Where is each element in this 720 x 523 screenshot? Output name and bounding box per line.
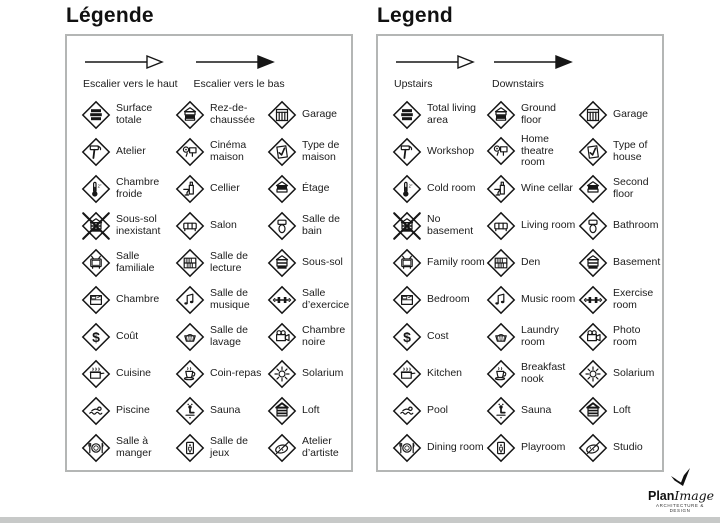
family-room-icon xyxy=(81,248,111,278)
legend-item-label: Type de maison xyxy=(302,138,340,163)
wine-cellar-icon xyxy=(486,174,516,204)
legend-item-label: Playroom xyxy=(521,440,566,453)
panel-title-english: Legend xyxy=(377,4,453,27)
svg-text:2°: 2° xyxy=(408,183,413,189)
legend-item-breakfast-nook xyxy=(175,359,267,389)
cold-room-icon xyxy=(81,174,111,204)
legend-item-house-type xyxy=(578,137,657,167)
legend-item-label: Dining room xyxy=(427,440,484,453)
legend-item-label: Salle de musique xyxy=(210,286,250,311)
svg-text:2°: 2° xyxy=(97,183,102,189)
total-area-icon xyxy=(81,100,111,130)
legend-item-label: Cost xyxy=(427,329,449,342)
legend-item-label: Salle d’exercice xyxy=(302,286,350,311)
svg-text:$: $ xyxy=(403,328,411,345)
cost-icon xyxy=(392,322,422,352)
second-floor-icon xyxy=(578,174,608,204)
legend-item-family-room xyxy=(81,248,175,278)
legend-item-bathroom xyxy=(578,211,657,241)
legend-item-label: Wine cellar xyxy=(521,181,573,194)
pool-icon xyxy=(392,396,422,426)
wine-cellar-icon xyxy=(175,174,205,204)
legend-item-label: Salle de jeux xyxy=(210,434,248,459)
legend-item-label: Coin-repas xyxy=(210,366,262,379)
legend-item-label: Solarium xyxy=(302,366,344,379)
second-floor-icon xyxy=(267,174,297,204)
panel-title-french: Légende xyxy=(66,4,154,27)
legend-item-loft xyxy=(578,396,657,426)
cold-room-icon xyxy=(392,174,422,204)
garage-icon xyxy=(267,100,297,130)
legend-item-label: Exercise room xyxy=(613,286,654,311)
legend-item-label: Atelier d’artiste xyxy=(302,434,339,459)
laundry-room-icon xyxy=(486,322,516,352)
legend-item-label: Cinéma maison xyxy=(210,138,247,163)
solarium-icon xyxy=(578,359,608,389)
legend-item-exercise-room xyxy=(267,285,350,315)
legend-item-label: Salle de lecture xyxy=(210,249,248,274)
playroom-icon xyxy=(486,433,516,463)
arrow-up-icon xyxy=(394,54,476,75)
legend-item-label: Type of house xyxy=(613,138,648,163)
arrow-down-icon xyxy=(194,54,285,75)
legend-item-loft xyxy=(267,396,346,426)
house-type-icon xyxy=(267,137,297,167)
photo-room-icon xyxy=(267,322,297,352)
legend-item-label: Laundry room xyxy=(521,323,559,348)
legend-item-wine-cellar xyxy=(486,174,578,204)
exercise-room-icon xyxy=(267,285,297,315)
studio-icon xyxy=(267,433,297,463)
legend-item-second-floor xyxy=(267,174,346,204)
legend-item-label: Ground floor xyxy=(521,101,557,126)
legend-item-workshop xyxy=(392,137,486,167)
legend-item-photo-room xyxy=(578,322,657,352)
legend-item-total-area xyxy=(81,100,175,130)
legend-item-label: Atelier xyxy=(116,144,146,157)
legend-item-solarium xyxy=(267,359,346,389)
logo-tagline: ARCHITECTURE & DESIGN xyxy=(656,503,704,513)
bathroom-icon xyxy=(578,211,608,241)
living-room-icon xyxy=(486,211,516,241)
arrow-down-icon xyxy=(492,54,574,75)
legend-item-photo-room xyxy=(267,322,346,352)
legend-item-basement xyxy=(267,248,346,278)
legend-item-ground-floor xyxy=(175,100,267,130)
home-theatre-icon xyxy=(175,137,205,167)
legend-item-garage xyxy=(578,100,657,130)
legend-item-label: Chambre xyxy=(116,292,160,305)
legend-item-bathroom xyxy=(267,211,346,241)
legend-item-dining-room xyxy=(81,433,175,463)
loft-icon xyxy=(267,396,297,426)
legend-item-label: Chambre froide xyxy=(116,175,160,200)
legend-grid-french xyxy=(81,96,350,466)
legend-item-den xyxy=(486,248,578,278)
basement-icon xyxy=(578,248,608,278)
den-icon xyxy=(175,248,205,278)
legend-item-laundry-room xyxy=(175,322,267,352)
arrow-label: Upstairs xyxy=(394,78,433,90)
legend-item-label: Surface totale xyxy=(116,101,153,126)
legend-item-label: Photo room xyxy=(613,323,641,348)
planimage-logo xyxy=(648,467,715,513)
arrow-label: Escalier vers le bas xyxy=(193,78,285,90)
legend-item-label: Second floor xyxy=(613,175,649,200)
basement-icon xyxy=(267,248,297,278)
legend-item-label: Breakfast nook xyxy=(521,360,566,385)
legend-item-label: Music room xyxy=(521,292,576,305)
legend-item-no-basement xyxy=(81,211,175,241)
legend-item-cost xyxy=(392,322,486,352)
legend-item-family-room xyxy=(392,248,486,278)
logo-word-image: Image xyxy=(674,488,715,503)
legend-item-label: Chambre noire xyxy=(302,323,346,348)
cost-icon xyxy=(81,322,111,352)
legend-item-total-area xyxy=(392,100,486,130)
legend-item-bedroom xyxy=(392,285,486,315)
dining-room-icon xyxy=(81,433,111,463)
sauna-icon xyxy=(175,396,205,426)
legend-item-label: Pool xyxy=(427,403,449,416)
legend-item-label: Sauna xyxy=(521,403,552,416)
exercise-room-icon xyxy=(578,285,608,315)
legend-item-house-type xyxy=(267,137,346,167)
legend-item-home-theatre xyxy=(486,134,578,170)
legend-item-playroom xyxy=(486,433,578,463)
legend-item-label: Den xyxy=(521,255,541,268)
pool-icon xyxy=(81,396,111,426)
legend-item-bedroom xyxy=(81,285,175,315)
legend-item-den xyxy=(175,248,267,278)
legend-item-cold-room xyxy=(81,174,175,204)
arrow-up-icon xyxy=(83,54,178,75)
planimage-bird-icon xyxy=(667,467,693,489)
kitchen-icon xyxy=(81,359,111,389)
legend-item-kitchen xyxy=(392,359,486,389)
legend-item-label: Family room xyxy=(427,255,485,268)
legend-item-pool xyxy=(81,396,175,426)
legend-item-pool xyxy=(392,396,486,426)
legend-item-label: Piscine xyxy=(116,403,150,416)
legend-item-home-theatre xyxy=(175,137,267,167)
legend-item-kitchen xyxy=(81,359,175,389)
legend-item-workshop xyxy=(81,137,175,167)
legend-grid-english xyxy=(392,96,661,466)
legend-item-no-basement xyxy=(392,211,486,241)
bathroom-icon xyxy=(267,211,297,241)
legend-item-label: Salle de bain xyxy=(302,212,340,237)
legend-item-breakfast-nook xyxy=(486,359,578,389)
legend-item-label: Living room xyxy=(521,218,576,231)
ground-floor-icon xyxy=(486,100,516,130)
legend-box-english xyxy=(376,34,664,472)
legend-item-ground-floor xyxy=(486,100,578,130)
stair-arrow-filled xyxy=(492,54,574,90)
photo-room-icon xyxy=(578,322,608,352)
legend-item-label: Étage xyxy=(302,181,330,194)
arrow-label: Escalier vers le haut xyxy=(83,78,178,90)
legend-item-second-floor xyxy=(578,174,657,204)
legend-item-label: Basement xyxy=(613,255,661,268)
legend-item-label: Solarium xyxy=(613,366,655,379)
legend-item-label: Cuisine xyxy=(116,366,152,379)
legend-item-label: Home theatre room xyxy=(521,132,554,169)
stair-arrow-filled xyxy=(194,54,285,90)
legend-item-label: Kitchen xyxy=(427,366,463,379)
legend-item-dining-room xyxy=(392,433,486,463)
bedroom-icon xyxy=(392,285,422,315)
house-type-icon xyxy=(578,137,608,167)
legend-item-label: Salon xyxy=(210,218,237,231)
stair-arrows-french xyxy=(83,54,347,90)
legend-item-music-room xyxy=(486,285,578,315)
legend-item-label: Sous-sol inexistant xyxy=(116,212,161,237)
legend-item-label: Loft xyxy=(302,403,320,416)
bottom-gray-bar xyxy=(0,517,720,523)
playroom-icon xyxy=(175,433,205,463)
legend-item-label: Cold room xyxy=(427,181,476,194)
laundry-room-icon xyxy=(175,322,205,352)
dining-room-icon xyxy=(392,433,422,463)
legend-item-label: Rez-de-chaussée xyxy=(210,101,255,126)
legend-item-laundry-room xyxy=(486,322,578,352)
loft-icon xyxy=(578,396,608,426)
legend-item-label: Salle familiale xyxy=(116,249,155,274)
stair-arrow-open xyxy=(394,54,476,90)
studio-icon xyxy=(578,433,608,463)
legend-item-label: Bathroom xyxy=(613,218,659,231)
legend-item-sauna xyxy=(486,396,578,426)
legend-item-label: Salle de lavage xyxy=(210,323,248,348)
legend-item-solarium xyxy=(578,359,657,389)
legend-item-living-room xyxy=(486,211,578,241)
bedroom-icon xyxy=(81,285,111,315)
legend-item-label: Total living area xyxy=(427,101,477,126)
legend-item-label: Loft xyxy=(613,403,631,416)
breakfast-nook-icon xyxy=(486,359,516,389)
logo-word-plan: Plan xyxy=(648,489,675,503)
workshop-icon xyxy=(81,137,111,167)
sauna-icon xyxy=(486,396,516,426)
legend-item-label: Sauna xyxy=(210,403,241,416)
legend-item-music-room xyxy=(175,285,267,315)
legend-item-sauna xyxy=(175,396,267,426)
legend-item-cost xyxy=(81,322,175,352)
legend-item-studio xyxy=(578,433,657,463)
living-room-icon xyxy=(175,211,205,241)
stair-arrows-english xyxy=(394,54,658,90)
kitchen-icon xyxy=(392,359,422,389)
breakfast-nook-icon xyxy=(175,359,205,389)
legend-panel-english xyxy=(376,2,664,472)
legend-item-label: Bedroom xyxy=(427,292,470,305)
solarium-icon xyxy=(267,359,297,389)
legend-item-label: Coût xyxy=(116,329,139,342)
svg-text:$: $ xyxy=(92,328,100,345)
workshop-icon xyxy=(392,137,422,167)
total-area-icon xyxy=(392,100,422,130)
home-theatre-icon xyxy=(486,136,516,166)
family-room-icon xyxy=(392,248,422,278)
legend-item-label: Cellier xyxy=(210,181,240,194)
legend-item-label: Workshop xyxy=(427,144,475,157)
legend-panel-french xyxy=(65,2,353,472)
legend-item-label: Salle à manger xyxy=(116,434,152,459)
music-room-icon xyxy=(175,285,205,315)
legend-item-living-room xyxy=(175,211,267,241)
legend-item-label: No basement xyxy=(427,212,474,237)
no-basement-icon xyxy=(81,211,111,241)
planimage-wordmark xyxy=(648,488,715,503)
legend-item-label: Studio xyxy=(613,440,643,453)
legend-item-label: Sous-sol xyxy=(302,255,343,268)
arrow-label: Downstairs xyxy=(492,78,544,90)
garage-icon xyxy=(578,100,608,130)
legend-item-basement xyxy=(578,248,661,278)
legend-item-exercise-room xyxy=(578,285,657,315)
legend-item-playroom xyxy=(175,433,267,463)
legend-item-garage xyxy=(267,100,346,130)
music-room-icon xyxy=(486,285,516,315)
stair-arrow-open xyxy=(83,54,178,90)
legend-item-studio xyxy=(267,433,346,463)
den-icon xyxy=(486,248,516,278)
legend-item-cold-room xyxy=(392,174,486,204)
legend-item-label: Garage xyxy=(302,107,338,120)
legend-item-wine-cellar xyxy=(175,174,267,204)
no-basement-icon xyxy=(392,211,422,241)
legend-item-label: Garage xyxy=(613,107,649,120)
ground-floor-icon xyxy=(175,100,205,130)
legend-box-french xyxy=(65,34,353,472)
